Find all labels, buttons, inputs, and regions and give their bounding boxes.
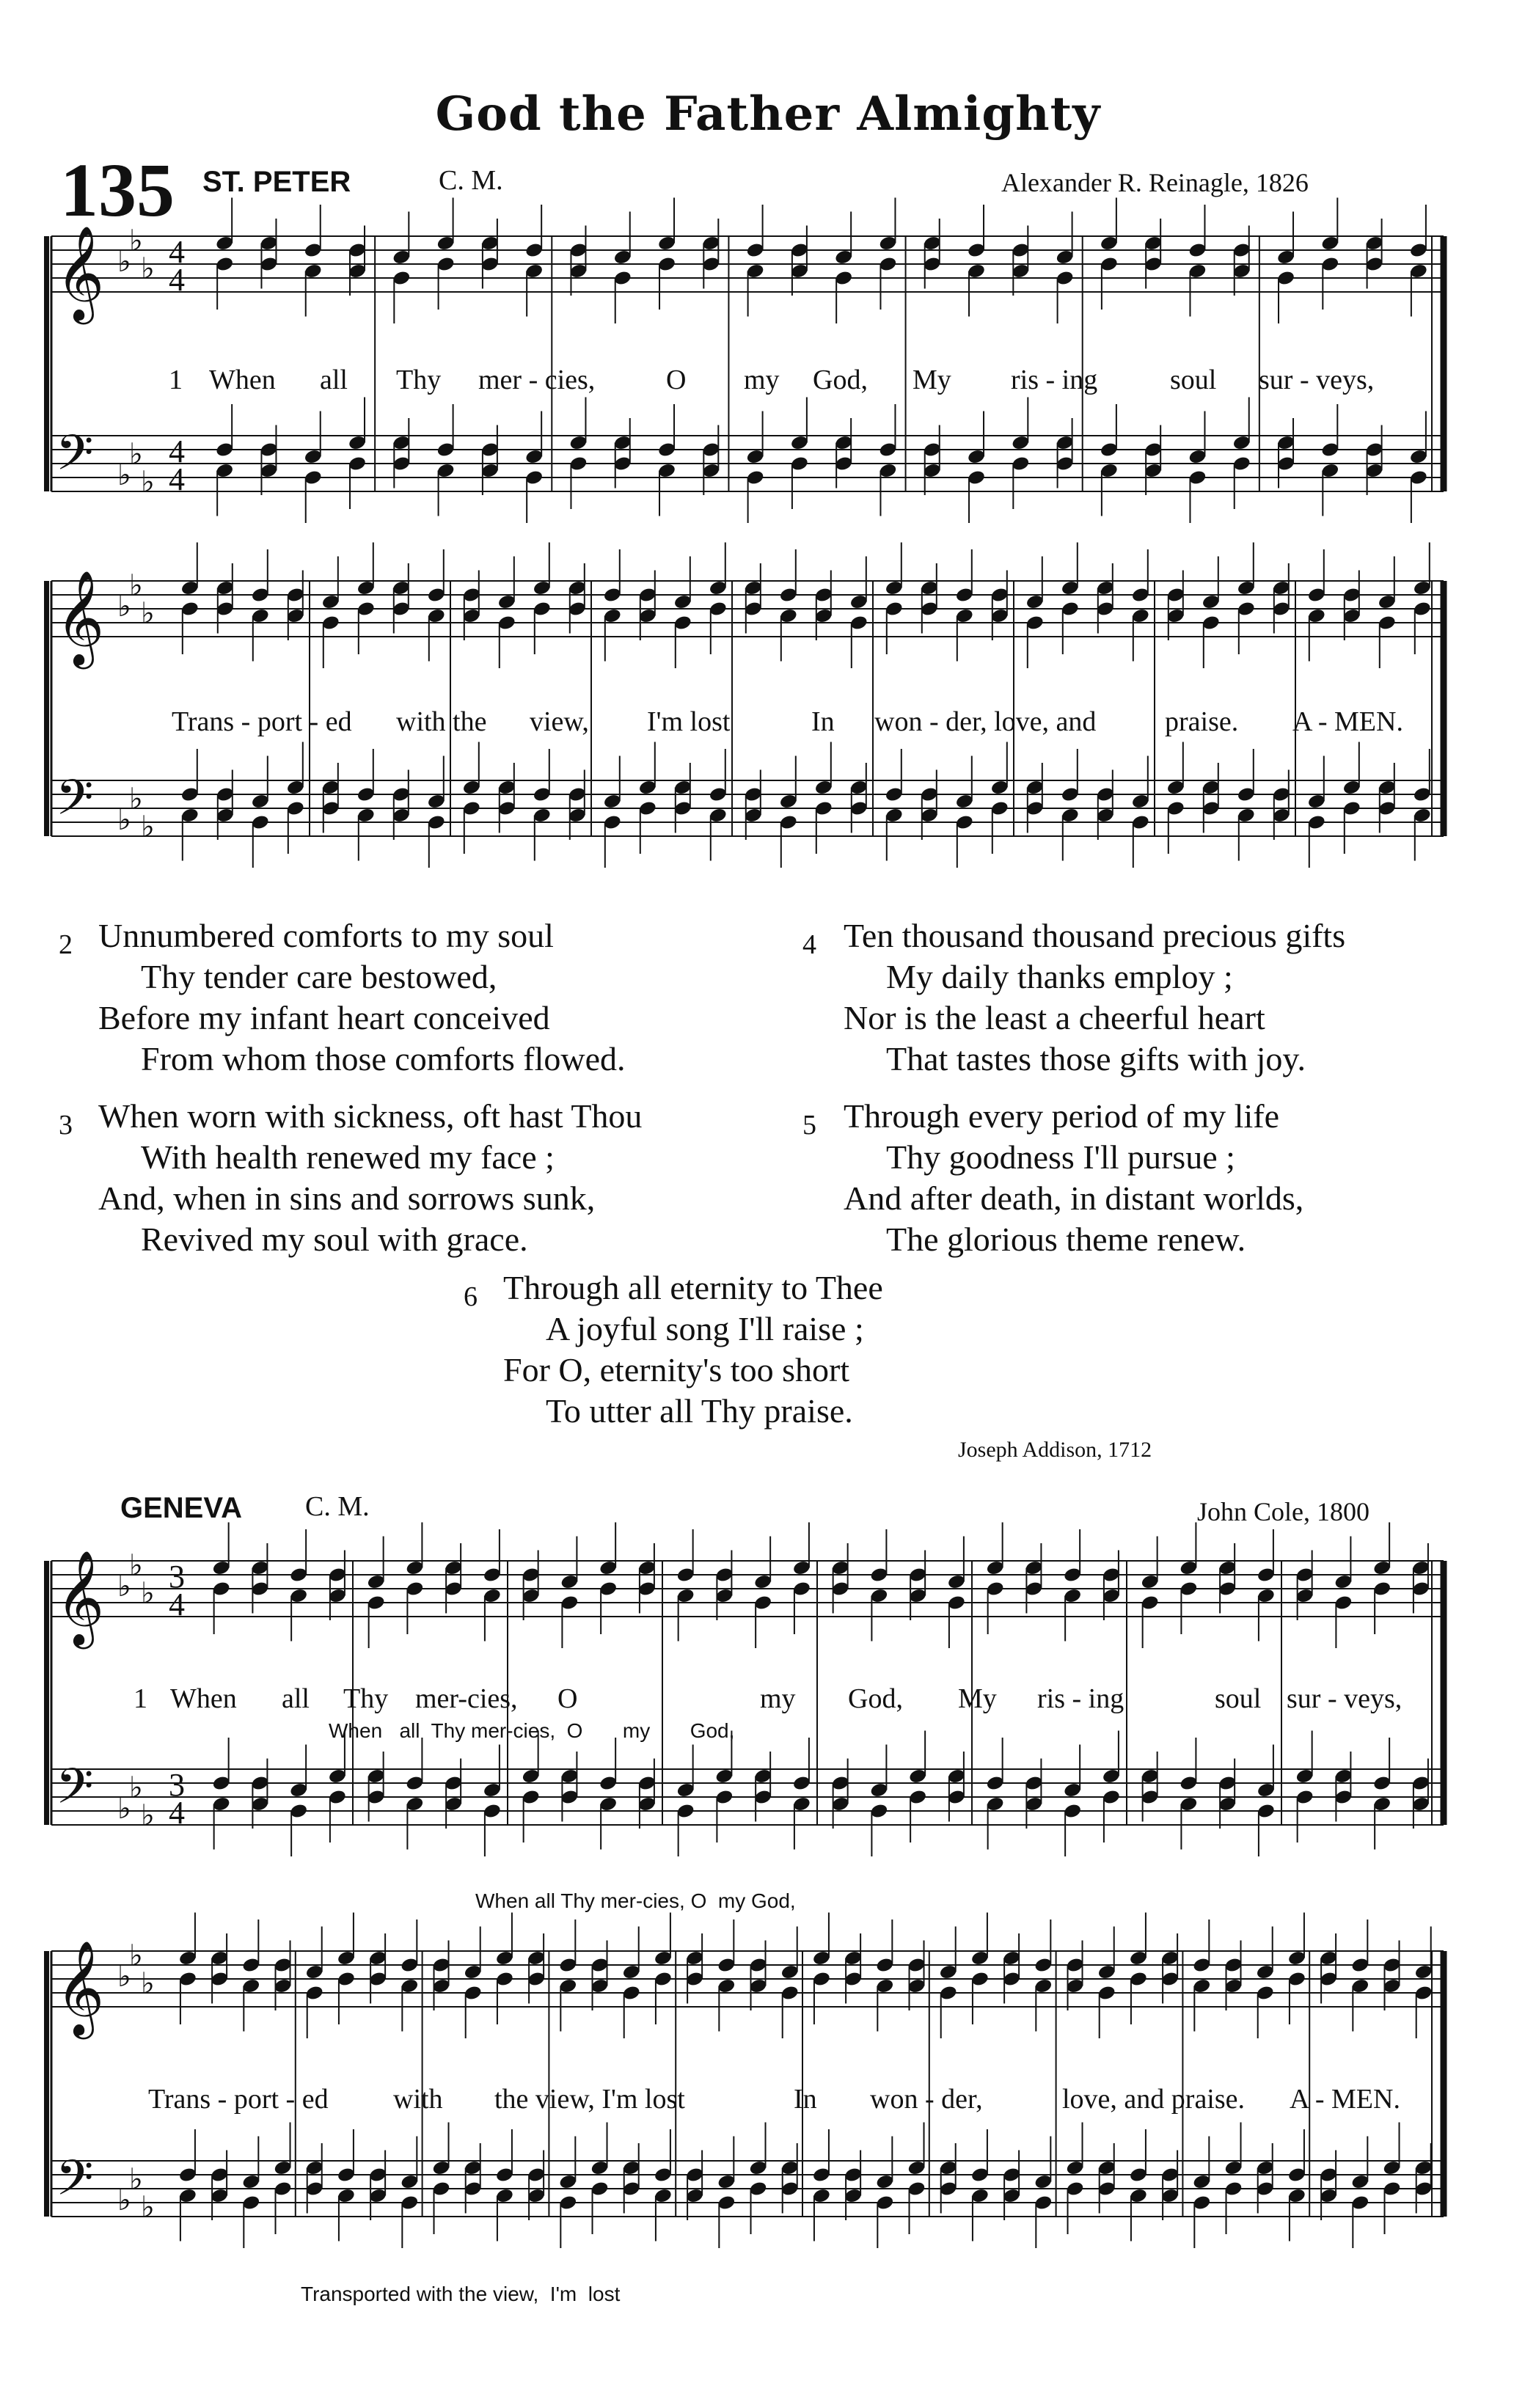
time-signature-top: 3 xyxy=(169,1767,185,1803)
verse-line: And, when in sins and sorrows sunk, xyxy=(98,1179,596,1217)
lyric-syllable: God, xyxy=(813,365,868,395)
lyric-syllable: ris - ing xyxy=(1037,1683,1124,1714)
verse-number: 5 xyxy=(802,1110,816,1141)
verse-line: For O, eternity's too short xyxy=(503,1351,850,1388)
verse-line: My daily thanks employ ; xyxy=(886,958,1233,995)
verse-line: Nor is the least a cheerful heart xyxy=(844,999,1265,1036)
treble-clef-icon: 𝄞 xyxy=(56,1940,105,2035)
time-signature-top: 4 xyxy=(169,234,185,270)
lyric-syllable: view, xyxy=(530,706,589,737)
tune-composer-st-peter: Alexander R. Reinagle, 1826 xyxy=(1001,168,1309,197)
time-signature-top: 3 xyxy=(169,1559,185,1595)
verse-line: Thy tender care bestowed, xyxy=(141,958,497,995)
time-signature-bottom: 4 xyxy=(169,1587,185,1622)
key-signature-flat: ♭ xyxy=(141,1966,155,2001)
time-signature-bottom: 4 xyxy=(169,1795,185,1831)
lyric-syllable: God, xyxy=(848,1683,903,1714)
tune-meter-geneva: C. M. xyxy=(305,1491,370,1522)
lyric-syllable: won - der, love, and xyxy=(874,706,1097,737)
lyric-syllable: soul xyxy=(1215,1683,1262,1714)
verse-line: Ten thousand thousand precious gifts xyxy=(844,917,1346,954)
lyric-syllable: won - der, xyxy=(870,2084,983,2115)
lyric-alto-line: When all Thy mer-cies, O my God, xyxy=(329,1719,735,1742)
time-signature-top: 4 xyxy=(169,433,185,469)
verse-line: That tastes those gifts with joy. xyxy=(886,1040,1306,1077)
time-signature-bottom: 4 xyxy=(169,461,185,497)
lyric-syllable: sur - veys, xyxy=(1287,1683,1402,1714)
key-signature-flat: ♭ xyxy=(117,1792,131,1826)
verse-line: Through every period of my life xyxy=(844,1097,1279,1135)
lyric-syllable: ris - ing xyxy=(1011,365,1098,395)
lyric-syllable: mer-cies, xyxy=(415,1683,518,1714)
verse-number: 6 xyxy=(464,1281,478,1312)
verse-number: 2 xyxy=(59,929,73,960)
key-signature-flat: ♭ xyxy=(141,465,155,499)
lyric-syllable: praise. xyxy=(1165,706,1239,737)
lyric-bass-line: Transported with the view, I'm lost xyxy=(301,2283,621,2305)
lyric-syllable: In xyxy=(794,2084,817,2115)
lyric-syllable: all xyxy=(320,365,348,395)
tune-name-geneva: GENEVA xyxy=(120,1492,242,1524)
verse-line: Through all eternity to Thee xyxy=(503,1269,883,1306)
key-signature-flat: ♭ xyxy=(129,2162,143,2197)
verse-line: Thy goodness I'll pursue ; xyxy=(886,1138,1235,1176)
bass-clef-icon: 𝄢 xyxy=(56,2150,94,2218)
key-signature-flat: ♭ xyxy=(129,782,143,816)
verse-line: From whom those comforts flowed. xyxy=(141,1040,626,1077)
lyric-syllable: the view, I'm lost xyxy=(494,2084,685,2115)
lyric-syllable: Trans - port - ed xyxy=(172,706,352,737)
lyric-syllable: with the xyxy=(396,706,487,737)
lyric-syllable: In xyxy=(811,706,835,737)
key-signature-flat: ♭ xyxy=(129,437,143,472)
lyric-syllable: Thy xyxy=(343,1683,389,1714)
key-signature-flat: ♭ xyxy=(141,596,155,631)
time-signature-bottom: 4 xyxy=(169,262,185,298)
lyric-verse-number: 1 xyxy=(134,1683,147,1714)
bass-clef-icon: 𝄢 xyxy=(56,769,94,838)
lyric-syllable: When xyxy=(209,365,276,395)
tune-meter-st-peter: C. M. xyxy=(439,165,503,196)
lyric-syllable: my xyxy=(744,365,780,395)
verse-line: Before my infant heart conceived xyxy=(98,999,550,1036)
key-signature-flat: ♭ xyxy=(141,252,155,286)
verse-line: The glorious theme renew. xyxy=(886,1221,1246,1258)
verse-5 xyxy=(844,1096,1303,1260)
key-signature-flat: ♭ xyxy=(129,1771,143,1805)
lyric-syllable: O xyxy=(666,365,687,395)
lyric-syllable: Thy xyxy=(396,365,442,395)
treble-clef-icon: 𝄞 xyxy=(56,1550,105,1645)
verse-2 xyxy=(98,915,626,1080)
verse-6 xyxy=(503,1267,883,1432)
system-brace xyxy=(44,236,49,491)
key-signature-flat: ♭ xyxy=(129,1548,143,1583)
tune-name-st-peter: ST. PETER xyxy=(202,166,351,198)
key-signature-flat: ♭ xyxy=(117,1960,131,1994)
key-signature-flat: ♭ xyxy=(117,590,131,623)
key-signature-flat: ♭ xyxy=(141,1576,155,1611)
hymn-number: 135 xyxy=(60,148,175,233)
key-signature-flat: ♭ xyxy=(117,1570,131,1603)
lyric-syllable: My xyxy=(958,1683,997,1714)
treble-clef-icon: 𝄞 xyxy=(56,225,105,321)
key-signature-flat: ♭ xyxy=(129,224,143,258)
key-signature-flat: ♭ xyxy=(141,2190,155,2225)
key-signature-flat: ♭ xyxy=(129,1939,143,1973)
key-signature-flat: ♭ xyxy=(117,803,131,837)
key-signature-flat: ♭ xyxy=(141,1798,155,1833)
verse-line: To utter all Thy praise. xyxy=(546,1392,853,1430)
lyric-syllable: mer - cies, xyxy=(478,365,596,395)
lyric-syllable: My xyxy=(913,365,951,395)
verse-line: Unnumbered comforts to my soul xyxy=(98,917,554,954)
key-signature-flat: ♭ xyxy=(117,245,131,279)
lyric-syllable: all xyxy=(282,1683,310,1714)
lyric-syllable: Trans - port - ed xyxy=(148,2084,329,2115)
key-signature-flat: ♭ xyxy=(117,458,131,492)
verse-4 xyxy=(844,915,1345,1080)
tune-composer-geneva: John Cole, 1800 xyxy=(1197,1497,1370,1526)
system-brace xyxy=(44,1561,49,1825)
verse-line: With health renewed my face ; xyxy=(141,1138,555,1176)
lyric-verse-number: 1 xyxy=(169,365,183,395)
verse-line: A joyful song I'll raise ; xyxy=(546,1310,864,1347)
lyric-syllable: I'm lost xyxy=(647,706,731,737)
lyric-syllable: O xyxy=(557,1683,578,1714)
lyric-syllable: with xyxy=(393,2084,443,2115)
lyric-syllable: sur - veys, xyxy=(1259,365,1375,395)
verse-line: When worn with sickness, oft hast Thou xyxy=(98,1097,643,1135)
lyric-syllable: A - MEN. xyxy=(1292,706,1403,737)
bass-clef-icon: 𝄢 xyxy=(56,425,94,493)
system-brace xyxy=(44,581,49,836)
lyric-bass-line: When all Thy mer-cies, O my God, xyxy=(475,1889,796,1912)
bass-clef-icon: 𝄢 xyxy=(56,1758,94,1826)
key-signature-flat: ♭ xyxy=(141,810,155,844)
lyric-syllable: soul xyxy=(1170,365,1217,395)
lyric-syllable: my xyxy=(760,1683,796,1714)
verse-number: 3 xyxy=(59,1110,73,1141)
lyric-syllable: When xyxy=(170,1683,237,1714)
key-signature-flat: ♭ xyxy=(129,568,143,603)
verse-3 xyxy=(98,1096,642,1260)
treble-clef-icon: 𝄞 xyxy=(56,570,105,665)
verse-line: And after death, in distant worlds, xyxy=(844,1179,1304,1217)
system-brace xyxy=(44,1951,49,2217)
key-signature-flat: ♭ xyxy=(117,2184,131,2217)
lyric-syllable: love, and praise. xyxy=(1062,2084,1246,2115)
verse-number: 4 xyxy=(802,929,816,960)
hymn-author: Joseph Addison, 1712 xyxy=(958,1438,1152,1462)
page-heading: God the Father Almighty xyxy=(435,87,1101,142)
lyric-syllable: A - MEN. xyxy=(1290,2084,1400,2115)
verse-line: Revived my soul with grace. xyxy=(141,1221,528,1258)
